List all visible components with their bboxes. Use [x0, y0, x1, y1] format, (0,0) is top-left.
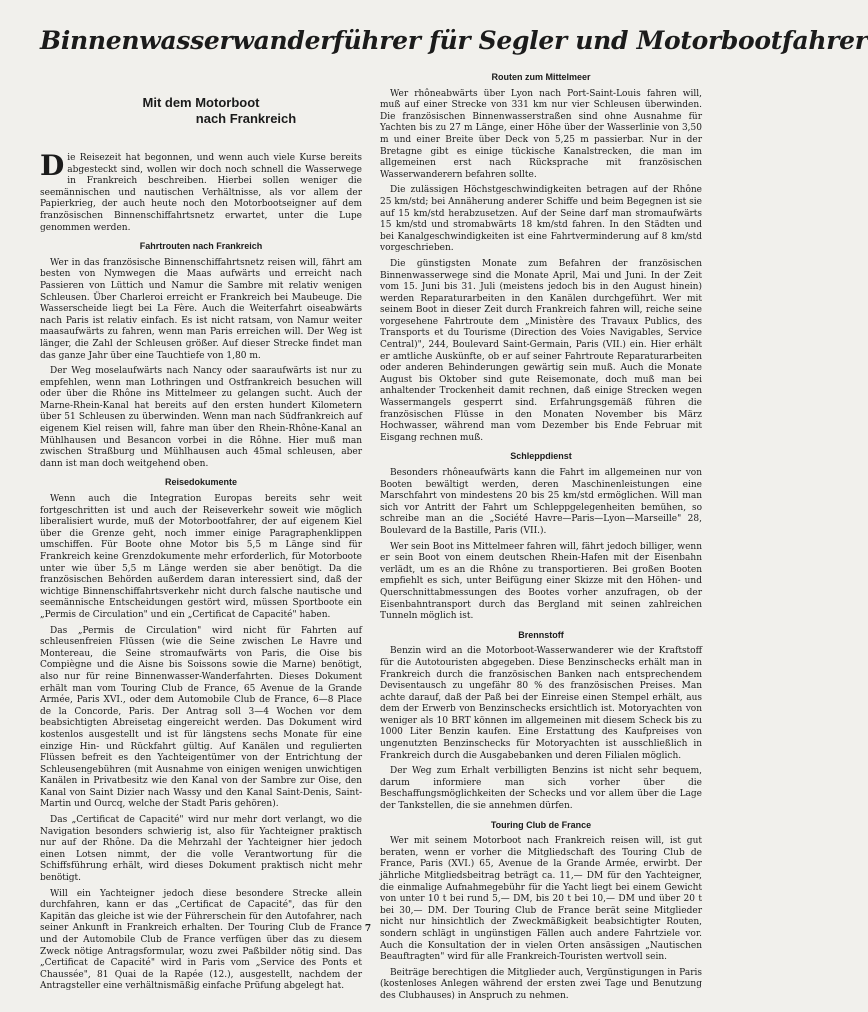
section-title-brennstoff: Brennstoff: [518, 629, 564, 640]
page-number: 7: [364, 924, 372, 934]
paragraph: Der Weg zum Erhalt verbilligten Benzins ist nicht sehr bequem, darum informiere man sich vorher über die Beschaffungsmöglichkeiten der Schecks und vor allem über die Lage der Tankstellen, die sie annehmen dürfen.: [380, 766, 702, 812]
paragraph: Die günstigsten Monate zum Befahren der französischen Binnenwasserwege sind die Monate April, Mai und Juni. In der Zeit vom 15. Juni bis 31. Juli (meistens jedoch bis in den August hinein) werden Reparaturarbeiten in den Kanälen durchgeführt. Wer mit seinem Boot in dieser Zeit durch Frankreich fahren will, reiche seine vorgesehene Fahrtroute dem „Ministère des Travaux Publics, des Transports et du Tourisme (Direction des Voies Navigables, Service Central)", 244, Boulevard Saint-Germain, Paris (VII.) ein. Hier erhält er amtliche Auskünfte, ob er auf seiner Fahrtroute Reparaturarbeiten oder anderen Behinderungen gewärtig sein muß. Auch die Monate August bis Oktober sind gute Reisemonate, doch muß man bei anhaltender Trockenheit damit rechnen, daß einige Strecken wegen Wassermangels gesperrt sind. Erfahrungsgemäß führen die französischen Flüsse in den Monaten November bis März Hochwasser, während man vom Dezember bis Ende Februar mit Eisgang rechnen muß.: [380, 258, 702, 443]
paragraph: Wer mit seinem Motorboot nach Frankreich reisen will, ist gut beraten, wenn er vorher die Mitgliedschaft des Touring Club de France, Paris (XVI.) 65, Avenue de la Grande Armée, erwirbt. Der jährliche Mitgliedsbeitrag beträgt ca. 11,— DM für den Yachteigner, die einmalige Aufnahmegebühr für die Yacht liegt bei einem Gewicht von unter 10 t bei rund 5,— DM, bis 20 t bei 10,— DM und über 20 t bei 30,— DM. Der Touring Club de France berät seine Mitglieder nicht nur hinsichtlich der Zweckmäßigkeit beabsichtigter Routen, sondern schlägt in ungünstigen Fällen auch andere Fahrtziele vor. Auch die Konsultation der in vielen Orten ansässigen „Nautischen Beauftragten" wird für alle Frankreich-Touristen wertvoll sein.: [380, 836, 702, 963]
section-title-mittelmeer: Routen zum Mittelmeer: [491, 72, 591, 82]
headline-line-2: nach Frankreich: [195, 111, 297, 126]
right-column: [380, 65, 702, 1007]
article-headline: [40, 95, 362, 127]
section-title-reisedokumente: Reisedokumente: [164, 477, 238, 488]
paragraph: Wer rhôneabwärts über Lyon nach Port-Saint-Louis fahren will, muß auf einer Strecke von 331 km nur vier Schleusen überwinden. Die französischen Binnenwasserstraßen sind ohne Ausnahme für Yachten bis zu 27 m Länge, einer Höhe über der Wasserlinie von 3,50 m und einer Breite über Deck von 5,25 m passierbar. Nur in der Bretagne gibt es einige tückische Kanalstrecken, die man im allgemeinen erst nach Rücksprache mit französischen Wasserwanderern befahren sollte.: [380, 88, 702, 180]
paragraph: Wenn auch die Integration Europas bereits sehr weit fortgeschritten ist und auch der Reiseverkehr soweit wie möglich liberalisiert wurde, muß der Motorbootfahrer, der auf eigenem Kiel über die Grenze geht, noch immer einige Paragraphenklippen umschiffen. Für Boote ohne Motor bis 5,5 m Länge sind für Frankreich keine Grenzdokumente mehr erforderlich, für Motorboote unter wie über 5,5 m Länge werden sie aber benötigt. Da die französischen Behörden außerdem daran interessiert sind, daß der wichtige Binnenschiffahrtsverkehr nicht durch falsche nautische und seemännische Entscheidungen gestört wird, müssen Sportboote ein „Permis de Circulation" und ein „Certificat de Capacité" haben.: [40, 494, 362, 620]
paragraph: Wer sein Boot ins Mittelmeer fahren will, fährt jedoch billiger, wenn er sein Boot von einem deutschen Rhein-Hafen mit der Eisenbahn verlädt, um es an die Rhône zu transportieren. Bei großen Booten empfiehlt es sich, unter Beifügung einer Skizze mit den Höhen- und Querschnittabmessungen des Bootes vorher anzufragen, ob der Eisenbahntransport durch das Bergland mit seinen zahlreichen Tunneln möglich ist.: [380, 541, 702, 622]
paragraph: Das „Permis de Circulation" wird nicht für Fahrten auf schleusenfreien Flüssen (wie die Seine zwischen Le Havre und Montereau, die Seine stromaufwärts von Paris, die Oise bis Compiègne und die Aisne bis Soissons sowie die Marne) benötigt, also nur für reine Binnenwasser-Wanderfahrten. Dieses Dokument erhält man vom Touring Club de France, 65 Avenue de la Grande Armée, Paris XVI., oder dem Automobile Club de France, 6—8 Place de la Concorde, Paris. Der Antrag soll 3—4 Wochen vor dem beabsichtigten Abreisetag eingereicht werden. Das Dokument wird kostenlos ausgestellt und ist für längstens sechs Monate für eine einzige Hin- und Rückfahrt gültig. Auf Kanälen und regulierten Flüssen befreit es den Yachteigentümer von der Entrichtung der Schleusengebühren (mit Ausnahme von einigen wenigen unwichtigen Kanälen in Privatbesitz wie den Kanal von der Sambre zur Oise, den Kanal von Saint Dizier nach Wassy und den Kanal Saint-Denis, Saint-Martin und Ourcq, welche der Stadt Paris gehören).: [40, 625, 362, 810]
section-title-touring-club: Touring Club de France: [490, 819, 592, 830]
drop-cap: D: [40, 149, 65, 182]
paragraph: Besonders rhôneaufwärts kann die Fahrt im allgemeinen nur von Booten bewältigt werden, deren Maschinenleistungen eine Marschfahrt von mindestens 20 bis 25 km/std ermöglichen. Will man sich vor Antritt der Fahrt um Schleppgelegenheiten bemühen, so schreibe man an die „Société Havre—Paris—Lyon—Marseille" 28, Boulevard de la Bastille, Paris (VII.).: [380, 468, 702, 536]
paragraph: Benzin wird an die Motorboot-Wasserwanderer wie der Kraftstoff für die Autotouristen abgegeben. Diese Benzinschecks erhält man in Frankreich durch die französischen Banken nach entsprechendem Devisentausch zu ungefähr 80 % des französischen Preises. Man achte darauf, daß der Paß bei der Einreise einen Stempel erhält, aus dem der Erwerb von Benzinschecks ersichtlich ist. Motoryachten von weniger als 10 BRT können im allgemeinen mit diesem Scheck bis zu 1000 Liter Benzin kaufen. Eine Erstattung des Kaufpreises von ungenutzten Benzinschecks für Motoryachten ist ausschließlich in Frankreich durch die Ausgabebanken und deren Filialen möglich.: [380, 646, 702, 761]
intro-paragraph: [40, 149, 362, 234]
left-column: [40, 65, 362, 1007]
columns: [40, 65, 702, 1007]
page-banner: Binnenwasserwanderführer für Segler und Motorbootfahrer: [40, 26, 868, 55]
paragraph: Der Weg moselaufwärts nach Nancy oder saaraufwärts ist nur zu empfehlen, wenn man Lothringen und Ostfrankreich besuchen will oder über die Rhône ins Mittelmeer zu gelangen sucht. Auch der Marne-Rhein-Kanal hat bereits auf den ersten hundert Kilometern über 51 Schleusen zu überwinden. Wenn man nach Südfrankreich auf eigenem Kiel reisen will, fahre man über den Rhein-Rhône-Kanal an Mühlhausen und Besancon vorbei in die Rôhne. Hier muß man zwischen Straßburg und Mühlhausen auch 45mal schleusen, aber dann ist man doch weitgehend oben.: [40, 366, 362, 469]
paragraph: Will ein Yachteigner jedoch diese besondere Strecke allein durchfahren, kann er das „Certificat de Capacité", das für den Kapitän das gleiche ist wie der Führerschein für den Autofahrer, nach seiner Ankunft in Frankreich erhalten. Der Touring Club de France und der Automobile Club de France verfügen über das zu diesem Zweck nötige Antragsformular, wozu zwei Paßbilder nötig sind. Das „Certificat de Capacité" wird in Paris vom „Service des Ponts et Chaussée", 81 Quai de la Rapée (12.), ausgestellt, nachdem der Antragsteller eine verhältnismäßig einfache Prüfung abgelegt hat.: [40, 888, 362, 992]
intro-text: ie Reisezeit hat begonnen, und wenn auch viele Kurse bereits abgesteckt sind, wollen wir doch noch schnell die Wasserwege in Frankreich beschreiben. Hierbei sollen weniger die seemännischen und nautischen Verhältnisse, als vor allem der Papierkrieg, der auch heute noch den Motorbootseigner auf dem französischen Binnenschiffahrtsnetz erwartet, unter die Lupe genommen werden.: [40, 153, 362, 233]
section-title-fahrtrouten: Fahrtrouten nach Frankreich: [139, 241, 263, 252]
headline-line-1: Mit dem Motorboot: [142, 95, 260, 110]
section-title-schleppdienst: Schleppdienst: [510, 451, 572, 462]
paragraph: Das „Certificat de Capacité" wird nur mehr dort verlangt, wo die Navigation besonders schwierig ist, also für Yachteigner praktisch nur auf der Rhône. Da die Mehrzahl der Yachteigner hier jedoch einen Lotsen nimmt, der die volle Verantwortung für die Schiffsführung erhält, wird dieses Dokument praktisch nicht mehr benötigt.: [40, 815, 362, 884]
paragraph: Beiträge berechtigen die Mitglieder auch, Vergünstigungen in Paris (kostenloses Anlegen während der ersten zwei Tage und Benutzung des Clubhauses) in Anspruch zu nehmen.: [380, 967, 702, 1001]
paragraph: Wer in das französische Binnenschiffahrtsnetz reisen will, fährt am besten von Nymwegen die Maas aufwärts und erreicht nach Passieren von Lüttich und Namur die Sambre mit relativ wenigen Schleusen. Über Charleroi erreicht er Frankreich bei Maubeuge. Die Wasserscheide liegt bei La Fère. Auch die Weiterfahrt oiseabwärts nach Paris ist relativ einfach. Es ist nicht ratsam, von Namur weiter maasaufwärts zu fahren, wenn man Paris erreichen will. Der Weg ist länger, die Zahl der Schleusen größer. Auf dieser Strecke findet man das ganze Jahr über eine Tauchtiefe von 1,80 m.: [40, 257, 362, 361]
paragraph: Die zulässigen Höchstgeschwindigkeiten betragen auf der Rhône 25 km/std; bei Annäherung anderer Schiffe und beim Begegnen ist sie auf 15 km/std herabzusetzen. Auf der Seine darf man stromaufwärts 15 km/std und stromabwärts 18 km/std fahren. In den Städten und bei Kanalgeschwindigkeiten ist eine Fahrtverminderung auf 8 km/std vorgeschrieben.: [380, 185, 702, 254]
